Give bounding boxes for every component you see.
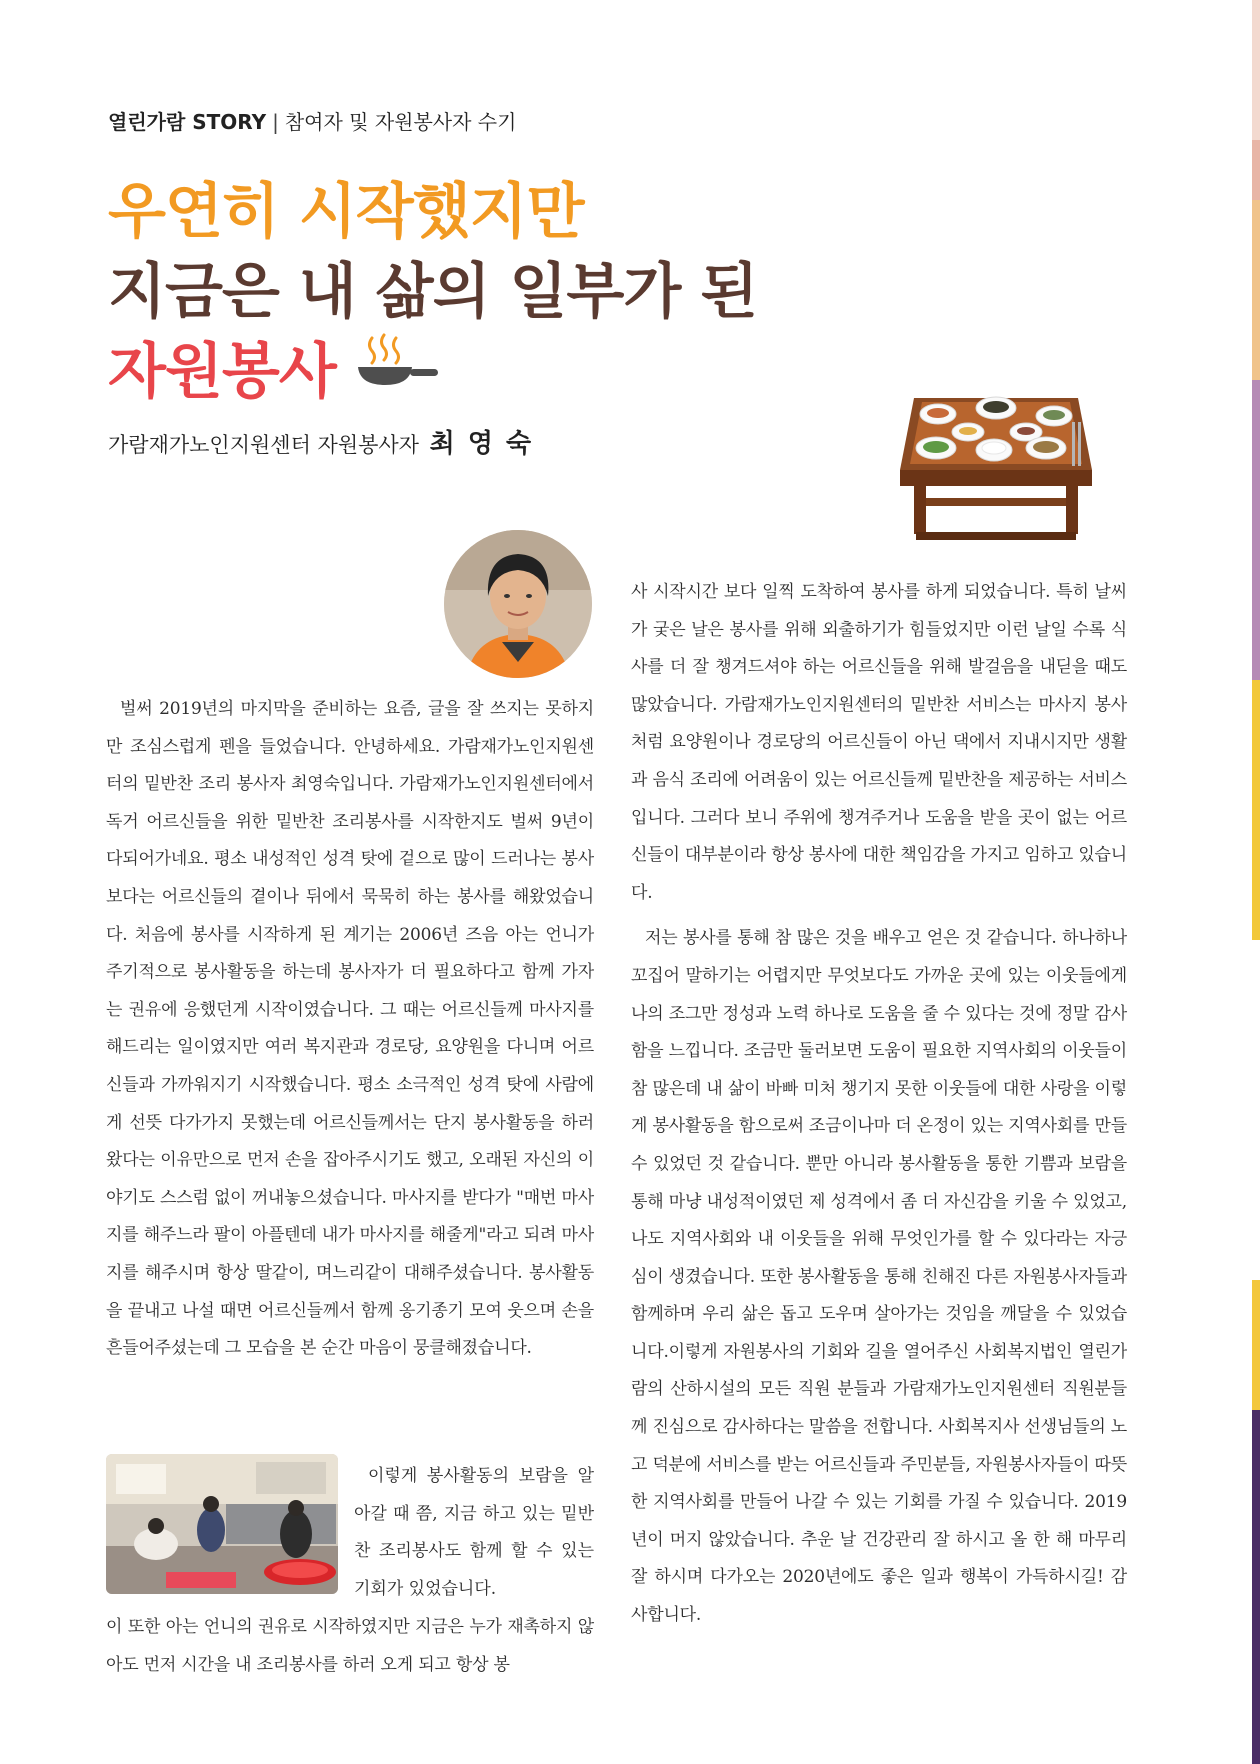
beside-photo-text	[354, 1458, 594, 1608]
title-line-1: 우연히 시작했지만	[108, 177, 584, 247]
author-role: 가람재가노인지원센터 자원봉사자	[108, 433, 419, 457]
article-title	[108, 172, 757, 412]
author-byline	[108, 423, 533, 460]
article-paragraph: 벌써 2019년의 마지막을 준비하는 요즘, 글을 잘 쓰지는 못하지만 조심스럽게 펜을 들었습니다. 안녕하세요. 가람재가노인지원센터의 밑반찬 조리 봉사자 최영숙입니다. 가람재가노인지원센터에서 독거 어르신들을 위한 밑반찬 조리봉사를 시작한지도 벌써 9년이 다되어가네요. 평소 내성적인 성격 탓에 겉으로 많이 드러나는 봉사보다는 어르신들의 곁이나 뒤에서 묵묵히 하는 봉사를 해왔었습니다. 처음에 봉사를 시작하게 된 계기는 2006년 즈음 아는 언니가 주기적으로 봉사활동을 하는데 봉사자가 더 필요하다고 함께 가자는 권유에 응했던게 시작이였습니다. 그 때는 어르신들께 마사지를 해드리는 일이였지만 여러 복지관과 경로당, 요양원을 다니며 어르신들과 가까워지기 시작했습니다. 평소 소극적인 성격 탓에 사람에게 선뜻 다가가지 못했는데 어르신들께서는 단지 봉사활동을 하러 왔다는 이유만으로 먼저 손을 잡아주시기도 했고, 오래된 자신의 이야기도 스스럼 없이 꺼내놓으셨습니다. 마사지를 받다가 "매번 마사지를 해주느라 팔이 아플텐데 내가 마사지를 해줄게"라고 되려 마사지를 해주시며 항상 딸같이, 며느리같이 대해주셨습니다. 봉사활동을 끝내고 나설 때면 어르신들께서 함께 옹기종기 모여 웃으며 손을 흔들어주셨는데 그 모습을 본 순간 마음이 뭉클해졌습니다.	[106, 699, 594, 1359]
author-name: 최 영 숙	[429, 429, 534, 459]
article-column-left-bottom	[106, 1609, 594, 1684]
article-column-right	[631, 574, 1127, 1635]
portrait-photo	[444, 530, 592, 678]
decorative-edge-strip	[1252, 0, 1260, 1764]
article-paragraph: 사 시작시간 보다 일찍 도착하여 봉사를 하게 되었습니다. 특히 날씨가 궂은 날은 봉사를 위해 외출하기가 힘들었지만 이런 날일 수록 식사를 더 잘 챙겨드셔야 하는 어르신들을 위해 발걸음을 내딛을 때도 많았습니다. 가람재가노인지원센터의 밑반찬 서비스는 마사지 봉사처럼 요양원이나 경로당의 어르신들이 아닌 댁에서 지내시지만 생활과 음식 조리에 어려움이 있는 어르신들께 밑반찬을 제공하는 서비스입니다. 그러다 보니 주위에 챙겨주거나 도움을 받을 곳이 없는 어르신들이 대부분이라 항상 봉사에 대한 책임감을 가지고 임하고 있습니다.	[631, 582, 1127, 903]
section-label: 열린가람 STORY	[108, 110, 267, 134]
article-column-left	[106, 691, 594, 1368]
kitchen-photo	[106, 1454, 338, 1594]
article-paragraph: 이 또한 아는 언니의 권유로 시작하였지만 지금은 누가 재촉하지 않아도 먼저 시간을 내 조리봉사를 하러 오게 되고 항상 봉	[106, 1617, 594, 1675]
header-separator: |	[272, 110, 279, 134]
article-paragraph: 이렇게 봉사활동의 보람을 알아갈 때 쯤, 지금 하고 있는 밑반찬 조리봉사도 함께 할 수 있는 기회가 있었습니다.	[354, 1466, 594, 1599]
title-line-3: 자원봉사	[108, 337, 336, 407]
food-table-illustration	[896, 386, 1096, 554]
article-paragraph: 저는 봉사를 통해 참 많은 것을 배우고 얻은 것 같습니다. 하나하나 꼬집어 말하기는 어렵지만 무엇보다도 가까운 곳에 있는 이웃들에게 나의 조그만 정성과 노력 하나로 도움을 줄 수 있다는 것에 정말 감사함을 느낍니다. 조금만 둘러보면 도움이 필요한 지역사회의 이웃들이 참 많은데 내 삶이 바빠 미처 챙기지 못한 이웃들에 대한 사랑을 이렇게 봉사활동을 함으로써 조금이나마 더 온정이 있는 지역사회를 만들 수 있었던 것 같습니다. 뿐만 아니라 봉사활동을 통한 기쁨과 보람을 통해 마냥 내성적이였던 제 성격에서 좀 더 자신감을 키울 수 있었고, 나도 지역사회와 내 이웃들을 위해 무엇인가를 할 수 있다라는 자긍심이 생겼습니다. 또한 봉사활동을 통해 친해진 다른 자원봉사자들과 함께하며 우리 삶은 돕고 도우며 살아가는 것임을 깨달을 수 있었습니다.이렇게 자원봉사의 기회와 길을 열어주신 사회복지법인 열린가람의 산하시설의 모든 직원 분들과 가람재가노인지원센터 직원분들께 진심으로 감사하다는 말씀을 전합니다. 사회복지사 선생님들의 노고 덕분에 서비스를 받는 어르신들과 주민분들, 자원봉사자들이 따뜻한 지역사회를 만들어 나갈 수 있는 기회를 가질 수 있습니다. 2019년이 머지 않았습니다. 추운 날 건강관리 잘 하시고 올 한 해 마무리 잘 하시며 다가오는 2020년에도 좋은 일과 행복이 가득하시길! 감사합니다.	[631, 928, 1128, 1626]
section-header	[108, 106, 516, 135]
title-line-3-row	[108, 332, 757, 412]
wok-pan-icon	[356, 332, 438, 412]
title-line-2: 지금은 내 삶의 일부가 된	[108, 257, 758, 327]
section-subtitle: 참여자 및 자원봉사자 수기	[284, 110, 517, 134]
